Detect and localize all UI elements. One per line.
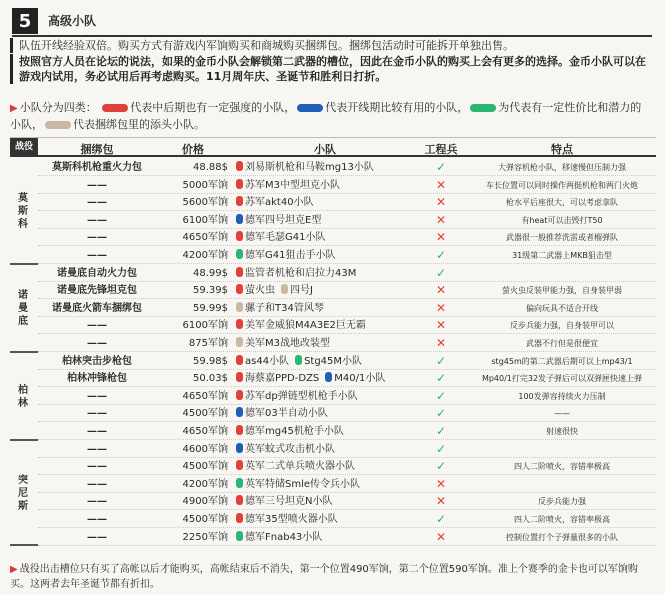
cell-squad <box>236 405 414 422</box>
squad-name: 德军毛瑟G41小队 <box>245 232 326 244</box>
triangle-bullet-icon: ▶ <box>10 564 18 575</box>
squad-category-marker <box>325 372 332 382</box>
squad-name: as44小队 <box>245 355 290 367</box>
cross-icon: ✕ <box>435 336 447 350</box>
legend <box>10 100 650 133</box>
cell-feature: 有heat可以击毁打T50 <box>521 215 603 225</box>
cell-feature: 四人二阶喷火，容错率极高 <box>514 462 610 472</box>
table-row <box>38 212 656 229</box>
cross-icon: ✕ <box>435 300 447 315</box>
squad-category-marker <box>236 319 243 329</box>
cell-price: 50.03$ <box>193 373 228 385</box>
cell-squad <box>236 370 414 387</box>
header-price: 价格 <box>182 143 204 156</box>
cell-feature: 100发弹容持续火力压制 <box>518 391 606 401</box>
cell-price: 59.39$ <box>193 285 228 297</box>
squad-category-marker <box>236 478 243 488</box>
cross-icon: ✕ <box>435 177 447 192</box>
cell-package: —— <box>87 179 107 191</box>
cell-feature: 大弹容机枪小队，移速慢但压制力强 <box>498 163 626 172</box>
squad-name: 德军三号坦克N小队 <box>245 496 333 508</box>
squad-name: Stg45M小队 <box>304 355 363 367</box>
legend-color-swatch <box>470 104 496 112</box>
cell-feature: 反步兵能力强 <box>538 497 586 507</box>
cross-icon: ✕ <box>435 318 447 333</box>
squad-name: 四号J <box>290 285 313 297</box>
triangle-bullet-icon: ▶ <box>10 103 18 114</box>
squad-category-marker <box>236 513 243 523</box>
cross-icon: ✕ <box>435 529 447 544</box>
cell-squad <box>236 229 414 246</box>
faction-label: 柏林 <box>18 384 28 409</box>
cell-package: —— <box>87 478 107 490</box>
table-row <box>38 194 656 211</box>
table-row <box>38 423 656 440</box>
squad-category-marker <box>236 531 243 541</box>
squad-category-marker <box>236 249 243 259</box>
squad-category-marker <box>236 355 243 365</box>
cell-price: 875军饷 <box>188 338 228 349</box>
cell-feature: —— <box>554 409 570 419</box>
table-row <box>38 282 656 299</box>
cell-price: 6100军饷 <box>182 320 228 332</box>
squad-category-marker <box>281 284 288 294</box>
table-row <box>38 476 656 493</box>
table-row <box>38 529 656 546</box>
squad-name: 苏军dp弹链型机枪手小队 <box>245 390 358 402</box>
cell-package: 诺曼底自动火力包 <box>57 267 137 279</box>
footer-note <box>10 562 655 592</box>
table-row <box>38 388 656 405</box>
cell-price: 5000军饷 <box>182 179 228 191</box>
squad-category-marker <box>236 214 243 224</box>
faction-group <box>10 441 38 547</box>
cell-squad <box>236 177 414 194</box>
cell-price: 4650军饷 <box>182 426 228 437</box>
cell-package: —— <box>87 461 107 473</box>
check-icon: ✓ <box>435 441 447 456</box>
table-row <box>38 265 656 282</box>
header-underline <box>12 35 652 37</box>
cell-squad <box>236 441 414 458</box>
cell-package: 莫斯科机枪重火力包 <box>52 162 142 173</box>
section-header <box>0 8 665 36</box>
cell-package: —— <box>87 320 107 332</box>
squad-name: 英军蚊式攻击机小队 <box>245 443 335 455</box>
table-row <box>38 300 656 317</box>
squad-name: 苏军M3中型坦克小队 <box>245 179 340 191</box>
faction-group <box>10 265 38 353</box>
squad-name: 英军特储Smle传令兵小队 <box>245 478 361 490</box>
cell-squad <box>236 265 414 282</box>
cell-price: 4500军饷 <box>182 408 228 420</box>
squad-category-marker <box>295 355 302 365</box>
cell-package: —— <box>87 197 107 209</box>
squad-name: 德军Fnab43小队 <box>245 531 323 543</box>
cross-icon: ✕ <box>435 212 447 227</box>
cell-price: 4200军饷 <box>182 250 228 261</box>
squad-name: 英军二式单兵喷火器小队 <box>245 461 355 473</box>
table-header <box>10 137 656 157</box>
legend-item-text: 代表开线期比较有用的小队， <box>325 101 469 114</box>
check-icon: ✓ <box>435 388 447 403</box>
squad-name: 刘易斯机枪和马鞍mg13小队 <box>245 162 374 173</box>
cell-price: 4650军饷 <box>182 232 228 244</box>
squad-category-marker <box>236 407 243 417</box>
cell-package: —— <box>87 496 107 508</box>
cell-squad <box>236 476 414 493</box>
cell-price: 4200军饷 <box>182 478 228 490</box>
cell-price: 59.98$ <box>193 355 228 367</box>
cell-package: 诺曼底火箭车捆绑包 <box>52 302 142 314</box>
check-icon: ✓ <box>435 265 447 280</box>
table-row <box>38 177 656 194</box>
legend-item-text: 为代表有一定性价比和潜力的小队， <box>10 101 642 131</box>
table-row <box>38 353 656 370</box>
squad-name: 德军35型喷火器小队 <box>245 514 338 525</box>
cell-squad <box>236 159 414 176</box>
squad-category-marker <box>236 179 243 189</box>
cell-price: 59.99$ <box>193 302 228 314</box>
cell-feature: 反步兵能力强，自身装甲可以 <box>510 321 614 331</box>
squad-category-marker <box>236 267 243 277</box>
header-faction: 战役 <box>10 138 38 157</box>
cell-squad <box>236 194 414 211</box>
cell-price: 48.99$ <box>193 267 228 279</box>
check-icon: ✓ <box>435 353 447 368</box>
cell-package: —— <box>87 443 107 455</box>
squad-category-marker <box>236 302 243 312</box>
legend-color-swatch <box>297 104 323 112</box>
cell-squad <box>236 458 414 475</box>
cell-feature: 偏向玩具不适合开线 <box>526 303 598 313</box>
table-row <box>38 493 656 510</box>
table-row <box>38 441 656 458</box>
faction-label: 诺曼底 <box>18 290 28 328</box>
table-row <box>38 370 656 387</box>
cell-package: 诺曼底先锋坦克包 <box>57 285 137 297</box>
cell-squad <box>236 247 414 264</box>
cell-package: 柏林冲锋枪包 <box>67 373 127 385</box>
cell-feature: 萤火虫反装甲能力强，自身装甲弱 <box>502 286 622 296</box>
table-row <box>38 229 656 246</box>
cell-price: 4900军饷 <box>182 496 228 508</box>
cell-package: —— <box>87 531 107 543</box>
header-package: 捆绑包 <box>80 143 114 156</box>
cell-squad <box>236 423 414 440</box>
cell-price: 4650军饷 <box>182 390 228 402</box>
check-icon: ✓ <box>435 406 447 421</box>
faction-label: 突尼斯 <box>18 474 28 512</box>
cell-squad <box>236 335 414 352</box>
cell-feature: 控制位置打个子弹量很多的小队 <box>506 532 618 542</box>
header-feature: 特点 <box>551 143 573 156</box>
squad-category-marker <box>236 196 243 206</box>
intro-line-1: 队伍开线经验双倍。购买方式有游戏内军饷购买和商城购买捆绑包。捆绑包活动时可能拆开单独出售。 <box>10 38 655 53</box>
cell-price: 4500军饷 <box>182 461 228 473</box>
cell-feature: 31级第二武器上MKB狙击型 <box>512 251 612 260</box>
cell-squad <box>236 493 414 510</box>
squad-category-marker <box>236 390 243 400</box>
check-icon: ✓ <box>435 459 447 474</box>
cell-feature: 四人二阶喷火，容错率极高 <box>514 515 610 524</box>
squad-category-marker <box>236 425 243 435</box>
cell-squad <box>236 511 414 528</box>
cross-icon: ✕ <box>435 476 447 491</box>
faction-group <box>10 353 38 441</box>
squad-category-marker <box>236 443 243 453</box>
squad-category-marker <box>236 337 243 347</box>
cell-feature: 车长位置可以同时操作两挺机枪和两门火炮 <box>486 180 638 190</box>
section-number: 5 <box>12 8 38 34</box>
cross-icon: ✕ <box>435 230 447 245</box>
check-icon: ✓ <box>435 160 447 174</box>
cross-icon: ✕ <box>435 195 447 210</box>
cell-package: —— <box>87 426 107 437</box>
table-row <box>38 511 656 528</box>
cell-feature: 武器不行但是很便宜 <box>526 339 598 348</box>
cell-squad <box>236 317 414 334</box>
cell-feature: 枪水平后座很大，可以考虑拿队 <box>506 198 618 208</box>
legend-prefix: 小队分为四类： <box>19 101 97 114</box>
squad-name: 海蔡嘉PPD-DZS <box>245 373 320 385</box>
cell-package: —— <box>87 408 107 420</box>
cell-package: —— <box>87 250 107 261</box>
header-engineer: 工程兵 <box>424 143 458 156</box>
squad-category-marker <box>236 372 243 382</box>
table-row <box>38 317 656 334</box>
check-icon: ✓ <box>435 371 447 386</box>
faction-group <box>10 159 38 265</box>
cell-package: —— <box>87 514 107 525</box>
intro-line-2-text: 按照官方人员在论坛的说法，如果的金币小队会解锁第二武器的槽位，因此在金币小队的购买上会有更多的选择。金币小队可以在游戏内试用，务必试用后再考虑购买。11月周年庆、圣诞节和胜利日打折。 <box>19 55 646 83</box>
check-icon: ✓ <box>435 512 447 526</box>
table-row <box>38 458 656 475</box>
squad-category-marker <box>236 495 243 505</box>
squad-name: 德军mg45机枪手小队 <box>245 426 344 437</box>
cell-feature: 射速很快 <box>546 427 578 436</box>
footer-text: 战役出击槽位只有买了高帐以后才能购买，高帐结束后不消失，第一个位置490军饷，第二个位置590军饷。准上个赛季的金卡也可以军饷购买。这两者去年圣诞节都有折扣。 <box>10 564 638 590</box>
intro-text <box>10 38 655 84</box>
table-row <box>38 405 656 422</box>
cell-feature: 武器很一般推荐洗雷或者榴弹队 <box>506 233 618 243</box>
squad-name: 萤火虫 <box>245 285 275 297</box>
cross-icon: ✕ <box>435 494 447 509</box>
squad-category-marker <box>236 460 243 470</box>
squad-name: 美军金威狼M4A3E2巨无霸 <box>245 320 366 332</box>
squad-name: M40/1小队 <box>334 373 386 385</box>
squad-name: 德军G41狙击手小队 <box>245 250 336 261</box>
cell-package: —— <box>87 338 107 349</box>
check-icon: ✓ <box>435 248 447 262</box>
cell-package: —— <box>87 232 107 244</box>
legend-color-swatch <box>45 121 71 129</box>
squad-name: 监管者机枪和启拉力43M <box>245 267 357 279</box>
squad-name: 美军M3战地改装型 <box>245 338 330 349</box>
intro-line-2 <box>10 54 655 84</box>
table-row <box>38 247 656 264</box>
cell-price: 5600军饷 <box>182 197 228 209</box>
cell-squad <box>236 388 414 405</box>
squad-name: 德军03半自动小队 <box>245 408 328 420</box>
cell-price: 6100军饷 <box>182 214 228 226</box>
cell-feature: Mp40/1打完32发子弹后可以双弹匣快速上弹 <box>481 374 643 384</box>
header-squad: 小队 <box>314 143 336 156</box>
squad-name: 苏军akt40小队 <box>245 197 314 209</box>
cell-squad <box>236 212 414 229</box>
table-row <box>38 335 656 352</box>
cell-package: 柏林突击步枪包 <box>62 355 132 367</box>
squad-category-marker <box>236 161 243 171</box>
squad-table <box>10 137 656 557</box>
cell-squad <box>236 353 414 370</box>
cell-feature: stg45m的第二武器后期可以上mp43/1 <box>491 356 633 366</box>
squad-category-marker <box>236 284 243 294</box>
cross-icon: ✕ <box>435 283 447 298</box>
cell-price: 4600军饷 <box>182 443 228 455</box>
squad-name: 德军四号坦克E型 <box>245 214 322 226</box>
section-title: 高级小队 <box>48 14 97 28</box>
squad-category-marker <box>236 231 243 241</box>
legend-item-text: 代表中后期也有一定强度的小队， <box>130 101 296 114</box>
check-icon: ✓ <box>435 424 447 438</box>
legend-item-text: 代表捆绑包里的添头小队。 <box>73 118 205 131</box>
cell-package: —— <box>87 214 107 226</box>
squad-name: 骡子和T34管风琴 <box>245 302 324 314</box>
cell-squad <box>236 282 414 299</box>
cell-package: —— <box>87 390 107 402</box>
cell-squad <box>236 529 414 546</box>
faction-label: 莫斯科 <box>18 193 28 231</box>
table-row <box>38 159 656 176</box>
cell-price: 2250军饷 <box>182 531 228 543</box>
cell-squad <box>236 300 414 317</box>
cell-price: 4500军饷 <box>182 514 228 525</box>
legend-color-swatch <box>102 104 128 112</box>
cell-price: 48.88$ <box>193 162 228 173</box>
